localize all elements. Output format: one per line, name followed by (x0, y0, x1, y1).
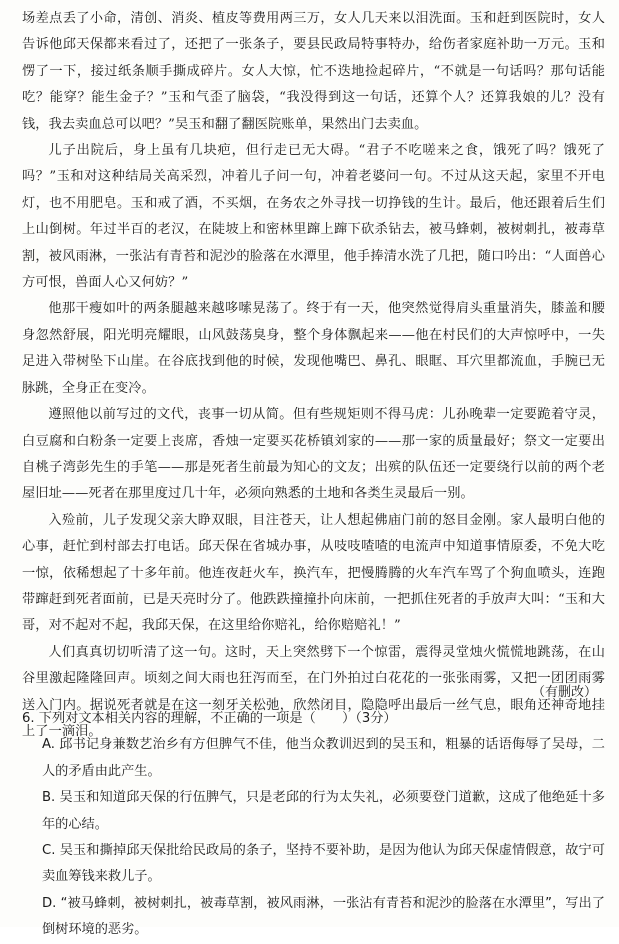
option-d[interactable]: D. “被马蜂刺，被树刺扎，被毒草割，被风雨淋，一张沾有青苔和泥沙的脸落在水潭里”，写出了倒树环境的恶劣。 (42, 895, 605, 938)
option-a[interactable]: A. 邱书记身兼数艺治乡有方但脾气不佳，他当众教训迟到的吴玉和，粗暴的话语侮辱了吴母，二人的矛盾由此产生。 (42, 737, 605, 779)
passage-paragraph-1: 场差点丢了小命，清创、消炎、植皮等费用两三万，女人几天来以泪洗面。玉和赶到医院时，女人告诉他邱天保都来看过了，还把了一张条子，要县民政局特事特办，给伤者家庭补助一万元。玉和愣了一下，接过纸条顺手撕成碎片。女人大惊，忙不迭地捡起碎片，“不就是一句话吗？那句话能吃？能穿？能生金子？”玉和气歪了脑袋，“我没得到这一句话，还算个人？还算我娘的儿？没有钱，我去卖血总可以吧？”吴玉和翻了翻医院账单，果然出门去卖血。 (22, 11, 605, 132)
passage-paragraph-5: 入殓前，儿子发现父亲大睁双眼，目注苍天，让人想起佛庙门前的怒目金刚。家人最明白他的心事，赶忙到村部去打电话。邱天保在省城办事，从吱吱喳喳的电流声中知道事情原委，不免大吃一惊，依稀想起了十多年前。他连夜赶火车，换汽车，把慢腾腾的火车汽车骂了个狗血喷头，连跑带蹿赶到死者面前，已是天亮时分了。他跌跌撞撞扑向床前，一把抓住死者的手放声大叫：“玉和大哥，对不起对不起，我邱天保，在这里给你赔礼，给你赔赔礼！” (22, 512, 605, 634)
source-note: （有删改） (531, 685, 597, 700)
option-b[interactable]: B. 吴玉和知道邱天保的行伍脾气，只是老邱的行为太失礼，必须要登门道歉，这成了他绝延十多年的心结。 (42, 790, 605, 832)
passage-paragraph-2: 儿子出院后，身上虽有几块疤，但行走已无大碍。“君子不吃嗟来之食，饿死了吗？饿死了吗？”玉和对这种结局关高采烈，冲着儿子问一句，冲着老婆问一句。不过从这天起，家里不开电灯，也不用肥皂。玉和戒了酒，不买烟，在务农之外寻找一切挣钱的生计。最后，他还跟着后生们上山倒树。年过半百的老汉，在陡坡上和密林里蹿上蹿下砍杀钻去，被马蜂刺，被树刺扎，被毒草割，被风雨淋，一张沾有青苔和泥沙的脸落在水潭里，他手捧清水洗了几把，随口吟出：“人面兽心方可恨，兽面人心又何妨？” (22, 143, 605, 291)
option-c[interactable]: C. 吴玉和撕掉邱天保批给民政局的条子，坚持不要补助，是因为他认为邱天保虚情假意，故宁可卖血筹钱来救儿子。 (42, 843, 605, 885)
reading-passage (22, 6, 605, 745)
passage-paragraph-4: 遵照他以前写过的文代，丧事一切从简。但有些规矩则不得马虎：儿孙晚辈一定要跪着守灵，白豆腐和白粉条一定要上丧席，香烛一定要买花桥镇刘家的——那一家的质量最好；祭文一定要出自桃子湾彭先生的手笔——那是死者生前最为知心的文友；出殡的队伍还一定要绕行以前的两个老屋旧址——死者在那里度过几十年，必须向熟悉的土地和各类生灵最后一别。 (22, 407, 605, 502)
passage-paragraph-3: 他那干瘦如叶的两条腿越来越哆嗦晃荡了。终于有一天，他突然觉得肩头重量消失，膝盖和腰身忽然舒展，阳光明亮耀眼，山风鼓荡臭身，整个身体飘起来——他在村民们的大声惊呼中，一失足进入带树坠下山崖。在谷底找到他的时候，发现他嘴巴、鼻孔、眼眶、耳穴里都流血，手腕已无脉跳，全身正在变冷。 (22, 301, 605, 396)
passage-paragraph-6: 人们真真切切听清了这一句。这时，天上突然劈下一个惊雷，震得灵堂烛火慌慌地跳荡，在山谷里激起隆隆回声。顷刻之间大雨也狂泻而至，在门外拍过白花花的一张张雨雾，又把一团团雨雾送入门内。据说死者就是在这一刻牙关松弛，欣然闭目，隐隐呼出最后一丝气息，眼角还神奇地挂上了一滴泪。 (22, 644, 605, 739)
question-stem: 6. 下列对文本相关内容的理解，不正确的一项是（ ）（3分） (22, 711, 397, 726)
question-6 (22, 706, 605, 944)
